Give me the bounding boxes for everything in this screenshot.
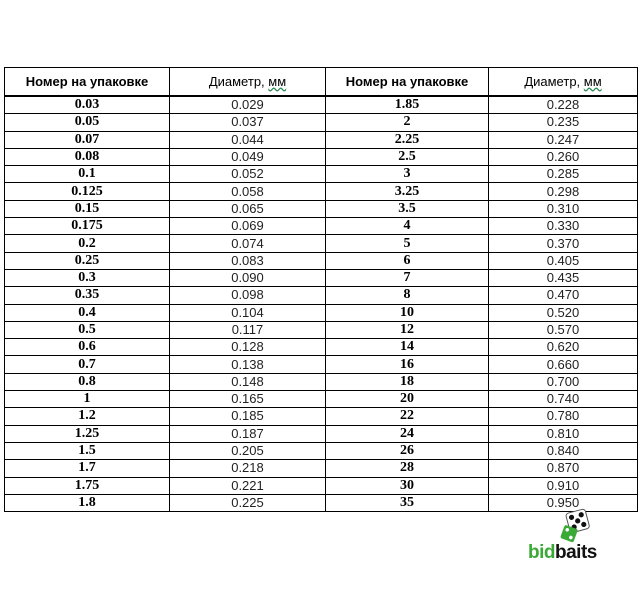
left-pack-cell: 1.7 — [5, 460, 170, 477]
left-diameter-cell: 0.128 — [170, 339, 326, 356]
right-diameter-header-text: Диаметр, — [524, 73, 584, 89]
left-diameter-cell: 0.037 — [170, 114, 326, 131]
table-row — [5, 148, 638, 165]
table-row — [5, 114, 638, 131]
bidbaits-logo — [528, 508, 618, 568]
right-diameter-header-unit: мм — [583, 73, 602, 89]
right-pack-cell: 1.85 — [326, 96, 489, 114]
right-pack-cell: 8 — [326, 287, 489, 304]
table-row — [5, 269, 638, 286]
table-row — [5, 131, 638, 148]
table-row — [5, 96, 638, 114]
left-pack-cell: 0.8 — [5, 373, 170, 390]
right-pack-cell: 3 — [326, 166, 489, 183]
table-row — [5, 218, 638, 235]
table-row — [5, 356, 638, 373]
table-row — [5, 477, 638, 494]
right-diameter-cell: 0.570 — [489, 321, 638, 338]
right-diameter-cell: 0.810 — [489, 425, 638, 442]
left-pack-cell: 0.25 — [5, 252, 170, 269]
right-diameter-cell: 0.950 — [489, 494, 638, 511]
left-pack-cell: 1.5 — [5, 442, 170, 459]
logo-text — [528, 542, 597, 564]
right-pack-cell: 6 — [326, 252, 489, 269]
logo-text-baits: baits — [555, 542, 597, 563]
right-diameter-cell: 0.780 — [489, 408, 638, 425]
right-pack-cell: 2.25 — [326, 131, 489, 148]
right-pack-cell: 3.5 — [326, 200, 489, 217]
right-pack-cell: 4 — [326, 218, 489, 235]
right-pack-cell: 12 — [326, 321, 489, 338]
right-diameter-cell: 0.740 — [489, 391, 638, 408]
right-diameter-cell: 0.840 — [489, 442, 638, 459]
left-diameter-cell: 0.205 — [170, 442, 326, 459]
left-diameter-cell: 0.058 — [170, 183, 326, 200]
left-pack-cell: 1.2 — [5, 408, 170, 425]
left-diameter-header-unit: мм — [268, 73, 287, 89]
table-row — [5, 339, 638, 356]
left-diameter-cell: 0.052 — [170, 166, 326, 183]
left-diameter-cell: 0.138 — [170, 356, 326, 373]
left-pack-cell: 0.05 — [5, 114, 170, 131]
left-diameter-cell: 0.104 — [170, 304, 326, 321]
left-pack-header: Номер на упаковке — [5, 68, 170, 97]
table-row — [5, 442, 638, 459]
table-row — [5, 373, 638, 390]
line-diameter-table — [4, 67, 638, 512]
right-diameter-cell: 0.470 — [489, 287, 638, 304]
logo-text-bid: bid — [528, 542, 555, 563]
table-row — [5, 183, 638, 200]
table-row — [5, 391, 638, 408]
right-pack-cell: 2 — [326, 114, 489, 131]
right-pack-cell: 14 — [326, 339, 489, 356]
right-diameter-header — [489, 68, 638, 97]
left-diameter-cell: 0.069 — [170, 218, 326, 235]
right-pack-cell: 30 — [326, 477, 489, 494]
left-pack-cell: 0.1 — [5, 166, 170, 183]
dice-icon — [558, 508, 598, 544]
left-diameter-cell: 0.029 — [170, 96, 326, 114]
right-pack-cell: 24 — [326, 425, 489, 442]
left-pack-cell: 0.175 — [5, 218, 170, 235]
right-diameter-cell: 0.310 — [489, 200, 638, 217]
right-pack-cell: 16 — [326, 356, 489, 373]
left-diameter-cell: 0.185 — [170, 408, 326, 425]
left-pack-cell: 0.3 — [5, 269, 170, 286]
left-diameter-cell: 0.225 — [170, 494, 326, 511]
left-diameter-cell: 0.218 — [170, 460, 326, 477]
table-row — [5, 321, 638, 338]
right-pack-cell: 2.5 — [326, 148, 489, 165]
right-diameter-cell: 0.520 — [489, 304, 638, 321]
table-row — [5, 166, 638, 183]
left-pack-cell: 1.8 — [5, 494, 170, 511]
right-diameter-cell: 0.285 — [489, 166, 638, 183]
right-pack-cell: 18 — [326, 373, 489, 390]
table-row — [5, 425, 638, 442]
table-header-row — [5, 68, 638, 97]
left-pack-cell: 0.35 — [5, 287, 170, 304]
left-pack-cell: 0.4 — [5, 304, 170, 321]
right-diameter-cell: 0.235 — [489, 114, 638, 131]
right-diameter-cell: 0.700 — [489, 373, 638, 390]
left-pack-cell: 0.5 — [5, 321, 170, 338]
left-diameter-header — [170, 68, 326, 97]
right-diameter-cell: 0.435 — [489, 269, 638, 286]
left-pack-cell: 0.2 — [5, 235, 170, 252]
left-pack-cell: 0.15 — [5, 200, 170, 217]
right-pack-cell: 3.25 — [326, 183, 489, 200]
right-diameter-cell: 0.660 — [489, 356, 638, 373]
left-pack-cell: 0.6 — [5, 339, 170, 356]
left-diameter-cell: 0.074 — [170, 235, 326, 252]
right-pack-cell: 10 — [326, 304, 489, 321]
left-pack-cell: 0.08 — [5, 148, 170, 165]
right-diameter-cell: 0.247 — [489, 131, 638, 148]
right-pack-cell: 20 — [326, 391, 489, 408]
right-diameter-cell: 0.870 — [489, 460, 638, 477]
left-diameter-header-text: Диаметр, — [208, 73, 269, 89]
right-pack-cell: 28 — [326, 460, 489, 477]
left-pack-cell: 1.25 — [5, 425, 170, 442]
table-row — [5, 460, 638, 477]
left-diameter-cell: 0.098 — [170, 287, 326, 304]
left-diameter-cell: 0.117 — [170, 321, 326, 338]
right-diameter-cell: 0.370 — [489, 235, 638, 252]
right-pack-cell: 5 — [326, 235, 489, 252]
left-diameter-cell: 0.221 — [170, 477, 326, 494]
left-diameter-cell: 0.049 — [170, 148, 326, 165]
table-row — [5, 408, 638, 425]
left-pack-cell: 1 — [5, 391, 170, 408]
left-diameter-cell: 0.148 — [170, 373, 326, 390]
right-pack-cell: 7 — [326, 269, 489, 286]
left-pack-cell: 0.07 — [5, 131, 170, 148]
left-pack-cell: 0.7 — [5, 356, 170, 373]
table-row — [5, 200, 638, 217]
right-pack-cell: 22 — [326, 408, 489, 425]
right-diameter-cell: 0.910 — [489, 477, 638, 494]
right-diameter-cell: 0.260 — [489, 148, 638, 165]
left-diameter-cell: 0.083 — [170, 252, 326, 269]
left-diameter-cell: 0.090 — [170, 269, 326, 286]
right-diameter-cell: 0.405 — [489, 252, 638, 269]
left-pack-cell: 0.125 — [5, 183, 170, 200]
table-row — [5, 235, 638, 252]
table-row — [5, 252, 638, 269]
left-pack-cell: 1.75 — [5, 477, 170, 494]
right-pack-cell: 26 — [326, 442, 489, 459]
right-diameter-cell: 0.228 — [489, 96, 638, 114]
left-diameter-cell: 0.165 — [170, 391, 326, 408]
right-pack-header: Номер на упаковке — [326, 68, 489, 97]
left-pack-cell: 0.03 — [5, 96, 170, 114]
right-pack-cell: 35 — [326, 494, 489, 511]
right-diameter-cell: 0.330 — [489, 218, 638, 235]
right-diameter-cell: 0.298 — [489, 183, 638, 200]
left-diameter-cell: 0.187 — [170, 425, 326, 442]
table-row — [5, 287, 638, 304]
left-diameter-cell: 0.044 — [170, 131, 326, 148]
table-row — [5, 304, 638, 321]
left-diameter-cell: 0.065 — [170, 200, 326, 217]
right-diameter-cell: 0.620 — [489, 339, 638, 356]
